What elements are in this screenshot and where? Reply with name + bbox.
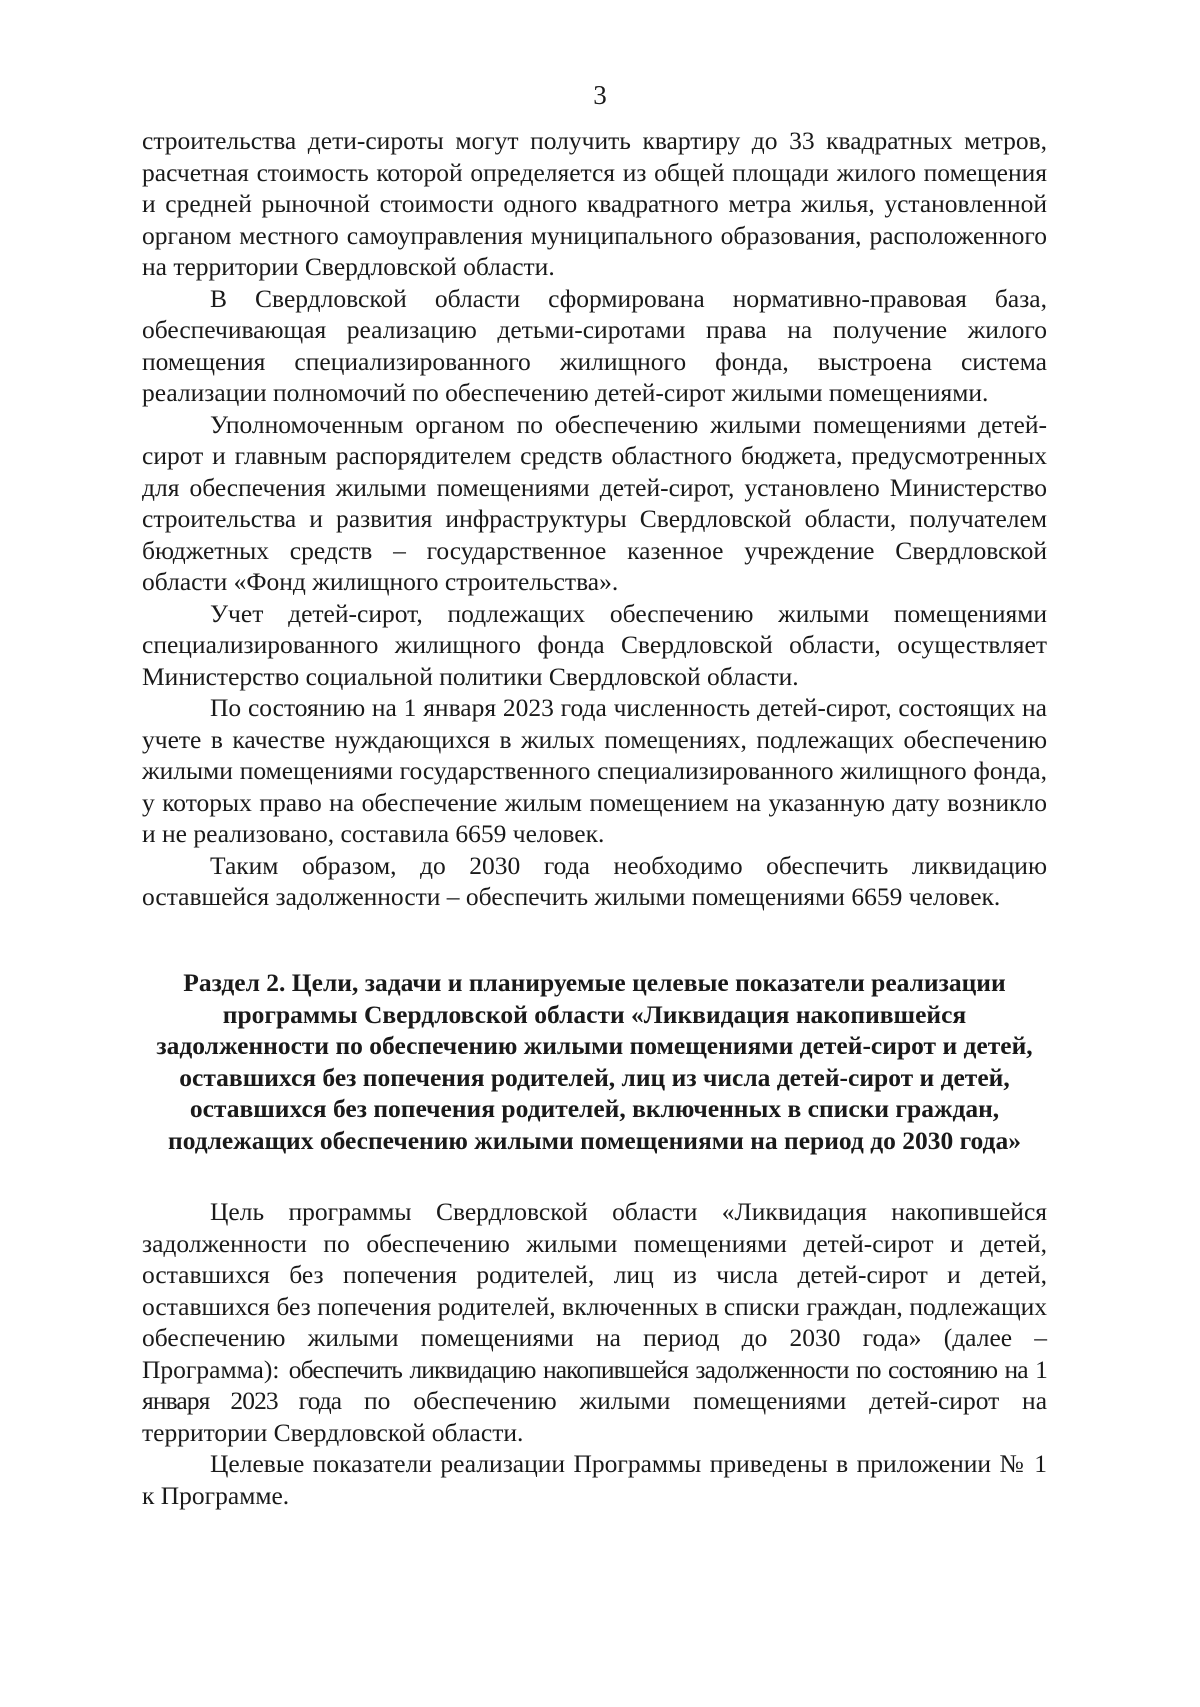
section-heading-line: оставшихся без попечения родителей, лиц из числа детей-сирот и детей, — [179, 1062, 1010, 1092]
paragraph-target-indicators: Целевые показатели реализации Программы приведены в приложении № 1 к Программе. — [142, 1449, 1047, 1510]
paragraph-continuation: строительства дети-сироты могут получить квартиру до 33 квадратных метров, расчетная стоимость которой определяется из общей площади жилого помещения и средней рыночной стоимости одного квадратного метра жилья, установленной органом местного самоуправления муниципального образования, расположенного на территории Свердловской области. — [142, 126, 1047, 281]
section-heading — [142, 967, 1047, 1157]
section-heading-line: задолженности по обеспечению жилыми помещениями детей-сирот и детей, — [156, 1031, 1033, 1061]
paragraph-conclusion: Таким образом, до 2030 года необходимо обеспечить ликвидацию оставшейся задолженности – обеспечить жилыми помещениями 6659 человек. — [142, 850, 1047, 911]
paragraph-authorized-body: Уполномоченным органом по обеспечению жилыми помещениями детей-сирот и главным распорядителем средств областного бюджета, предусмотренных для обеспечения жилыми помещениями детей-сирот, установлено Министерство строительства и развития инфраструктуры Свердловской области, получателем бюджетных средств – государственное казенное учреждение Свердловской области «Фонд жилищного строительства». — [142, 409, 1047, 596]
paragraph-registration: Учет детей-сирот, подлежащих обеспечению жилыми помещениями специализированного жилищного фонда Свердловской области, осуществляет Министерство социальной политики Свердловской области. — [142, 598, 1047, 691]
program-goal-condensed-text: обеспечить ликвидацию накопившейся задолженности по состоянию на 1 января 2023 года — [142, 1354, 1048, 1415]
paragraph-program-goal — [142, 1196, 1047, 1448]
page-number: 3 — [593, 80, 607, 110]
section-heading-line: подлежащих обеспечению жилыми помещениями на период до 2030 года» — [168, 1125, 1021, 1155]
paragraph-statistics: По состоянию на 1 января 2023 года численность детей-сирот, состоящих на учете в качестве нуждающихся в жилых помещениях, подлежащих обеспечению жилыми помещениями государственного специализированного жилищного фонда, у которых право на обеспечение жилым помещением на указанную дату возникло и не реализовано, составила 6659 человек. — [142, 693, 1047, 848]
paragraph-legal-base: В Свердловской области сформирована нормативно-правовая база, обеспечивающая реализацию детьми-сиротами права на получение жилого помещения специализированного жилищного фонда, выстроена система реализации полномочий по обеспечению детей-сирот жилыми помещениями. — [142, 283, 1047, 407]
section-heading-line: программы Свердловской области «Ликвидация накопившейся — [222, 999, 967, 1029]
section-heading-line: оставшихся без попечения родителей, включенных в списки граждан, — [189, 1094, 1000, 1124]
body-text-bottom — [142, 1196, 1047, 1511]
body-text-top — [142, 125, 1047, 913]
program-goal-end-text: по обеспечению жилыми помещениями детей-сирот на территории Свердловской области. — [142, 1386, 1048, 1447]
section-heading-line: Раздел 2. Цели, задачи и планируемые целевые показатели реализации — [183, 968, 1006, 997]
program-goal-text: Цель программы Свердловской области «Ликвидация накопившейся задолженности по обеспечению жилыми помещениями детей-сирот и детей, оставшихся без попечения родителей, лиц из числа детей-сирот и детей, оставшихся без попечения родителей, включенных в списки граждан, подлежащих обеспечению жилыми помещениями на период до 2030 года» (далее – Программа): — [142, 1197, 1047, 1384]
